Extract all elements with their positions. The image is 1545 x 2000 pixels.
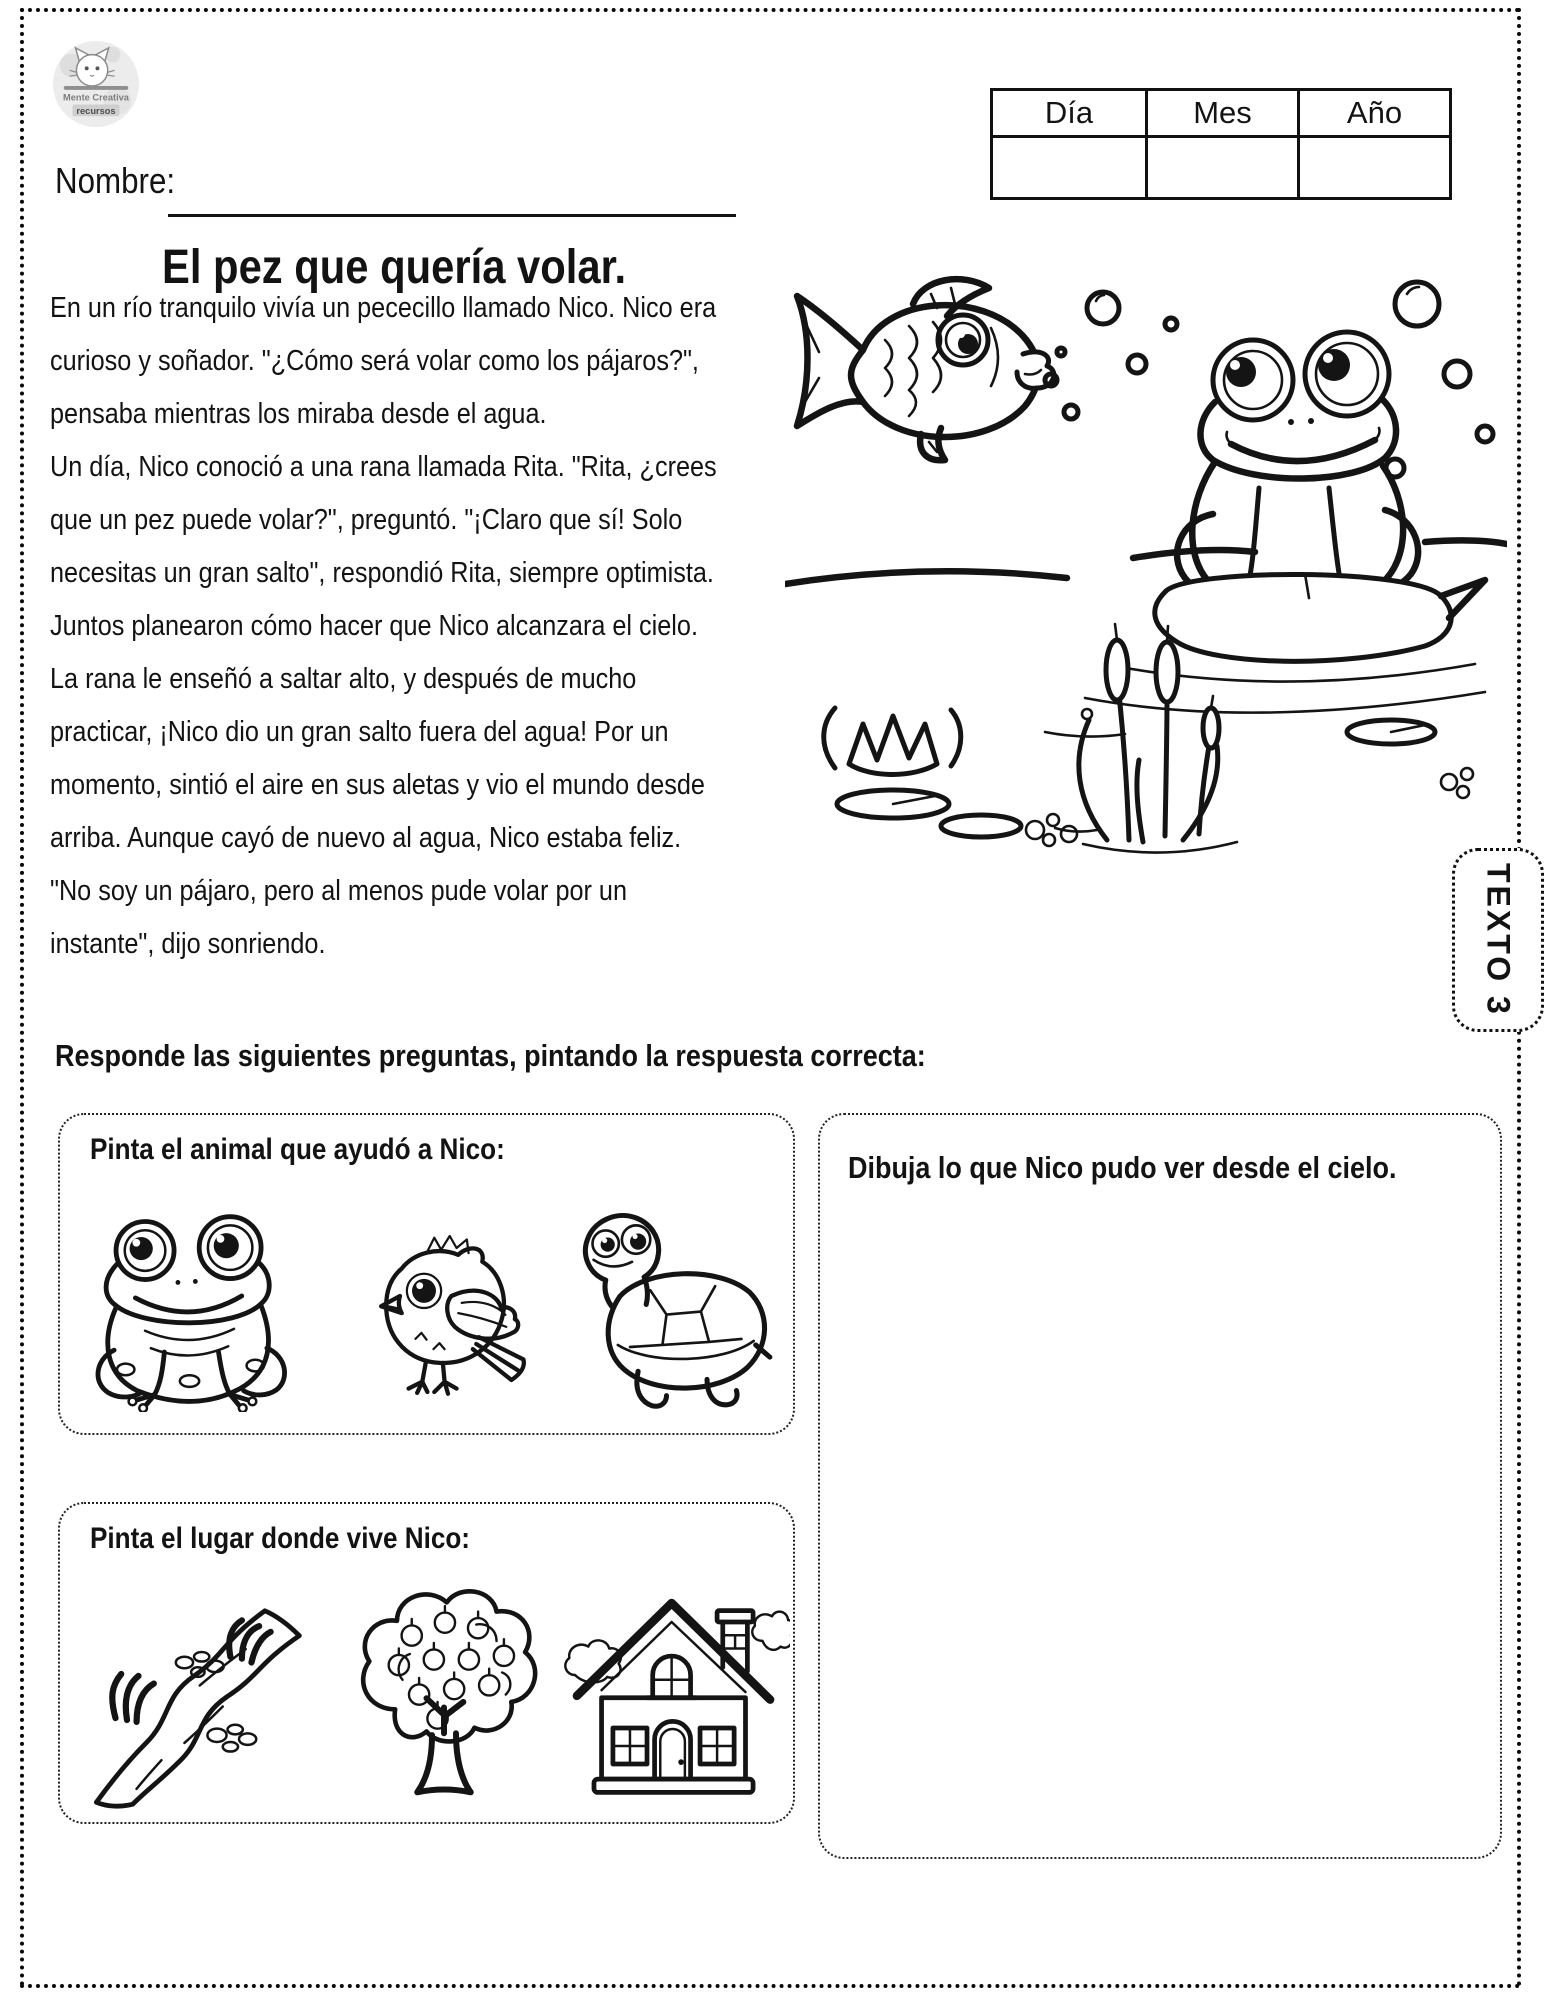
option-tree[interactable] [338, 1566, 550, 1806]
logo-sub-text: recursos [76, 105, 116, 116]
name-input-line[interactable] [168, 168, 736, 217]
date-year-cell[interactable] [1297, 135, 1449, 197]
story-line: arriba. Aunque cayó de nuevo al agua, Nico estaba feliz. [50, 822, 682, 854]
question-3-prompt: Dibuja lo que Nico pudo ver desde el cielo. [848, 1150, 1397, 1185]
story-title: El pez que quería volar. [162, 241, 627, 294]
river-icon [72, 1584, 317, 1809]
question-2-prompt: Pinta el lugar donde vive Nico: [90, 1522, 470, 1555]
date-header-day: Día [1044, 95, 1094, 130]
option-turtle[interactable] [552, 1197, 782, 1427]
option-house[interactable] [558, 1584, 790, 1807]
drawing-area[interactable] [830, 1245, 1490, 1847]
story-line: La rana le enseñó a saltar alto, y después de mucho [50, 663, 637, 695]
option-river[interactable] [72, 1584, 317, 1814]
logo-brand-text: Mente Creativa [63, 92, 129, 103]
story-line: curioso y soñador. "¿Cómo será volar como los pájaros?", [50, 345, 699, 377]
story-line: momento, sintió el aire en sus aletas y vio el mundo desde [50, 769, 705, 801]
question-1-box [58, 1113, 795, 1435]
question-2-box [58, 1502, 795, 1824]
story-line: que un pez puede volar?", preguntó. "¡Claro que sí! Solo [50, 504, 683, 536]
question-1-prompt: Pinta el animal que ayudó a Nico: [90, 1133, 505, 1166]
date-day-cell[interactable] [993, 135, 1145, 197]
option-bird[interactable] [352, 1213, 532, 1414]
option-frog[interactable] [88, 1207, 293, 1417]
date-header-year: Año [1297, 91, 1449, 135]
question-3-box [818, 1113, 1502, 1859]
turtle-icon [552, 1197, 782, 1422]
date-table [990, 88, 1452, 200]
story-line: Juntos planearon cómo hacer que Nico alcanzara el cielo. [50, 610, 698, 642]
name-label: Nombre: [55, 160, 176, 201]
story-line: Un día, Nico conoció a una rana llamada Rita. "Rita, ¿crees [50, 451, 717, 483]
story-line: necesitas un gran salto", respondió Rita, siempre optimista. [50, 557, 714, 589]
house-icon [558, 1584, 790, 1802]
frog-icon [88, 1207, 293, 1412]
story-line: instante", dijo sonriendo. [50, 928, 326, 960]
apple-tree-icon [338, 1566, 550, 1801]
fish-and-frog-pond-illustration [785, 262, 1507, 862]
story-line: practicar, ¡Nico dio un gran salto fuera del agua! Por un [50, 716, 669, 748]
date-month-cell[interactable] [1145, 135, 1297, 197]
story-line: pensaba mientras los miraba desde el agua. [50, 398, 547, 430]
date-header-month: Mes [1145, 91, 1297, 135]
texto-3-label: TEXTO 3 [1480, 863, 1517, 1017]
story-line: En un río tranquilo vivía un pececillo llamado Nico. Nico era [50, 292, 717, 324]
texto-3-tab [1452, 848, 1544, 1032]
story-line: "No soy un pájaro, pero al menos pude volar por un [50, 875, 627, 907]
activity-instruction: Responde las siguientes preguntas, pintando la respuesta correcta: [55, 1038, 926, 1073]
bird-icon [352, 1213, 532, 1409]
brand-logo-icon [52, 40, 140, 128]
